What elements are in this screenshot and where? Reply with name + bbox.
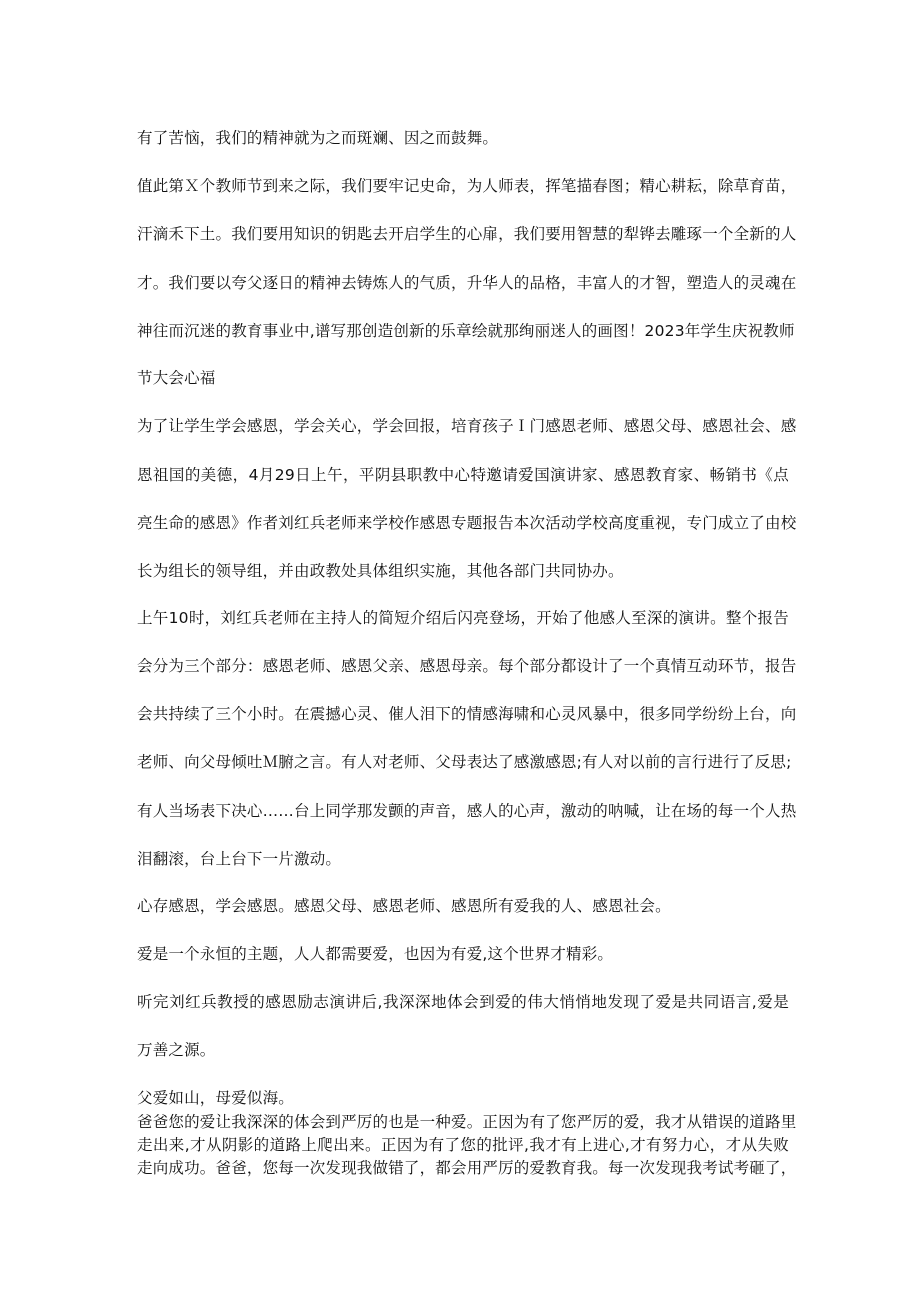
text-line: 老师、向父母倾吐Ｍ腑之言。有人对老师、父母表达了感激感恩;有人对以前的言行进行了反思; xyxy=(137,753,792,771)
text-line: 恩祖国的美德，4月29日上午，平阴县职教中心特邀请爱国演讲家、感恩教育家、畅销书《点 xyxy=(137,466,789,484)
text-line: 值此第Ｘ个教师节到来之际，我们要牢记史命，为人师表，挥笔描春图；精心耕耘，除草育苗， xyxy=(137,177,797,195)
text-line: 走向成功。爸爸，您每一次发现我做错了，都会用严厉的爱教育我。每一次发现我考试考砸了， xyxy=(137,1159,797,1177)
text-line: 父爱如山，母爱似海。 xyxy=(137,1089,295,1107)
text-line: 听完刘红兵教授的感恩励志演讲后,我深深地体会到爱的伟大悄悄地发现了爱是共同语言,爱是 xyxy=(137,993,789,1011)
text-line: 爱是一个永恒的主题，人人都需要爱，也因为有爱,这个世界才精彩。 xyxy=(137,945,614,963)
text-line: 爸爸您的爱让我深深的体会到严厉的也是一种爱。正因为有了您严厉的爱，我才从错误的道路里 xyxy=(137,1113,797,1131)
text-line: 长为组长的领导组，并由政教处具体组织实施，其他各部门共同协办。 xyxy=(137,562,624,580)
text-line: 汗滴禾下土。我们要用知识的钥匙去开启学生的心扉，我们要用智慧的犁铧去雕琢一个全新的人 xyxy=(137,225,797,243)
text-line: 心存感恩，学会感恩。感恩父母、感恩老师、感恩所有爱我的人、感恩社会。 xyxy=(137,897,671,915)
text-line: 会分为三个部分：感恩老师、感恩父亲、感恩母亲。每个部分都设计了一个真情互动环节，报告 xyxy=(137,657,797,675)
text-line: 有了苦恼，我们的精神就为之而斑斓、因之而鼓舞。 xyxy=(137,129,499,147)
text-line: 会共持续了三个小时。在震撼心灵、催人泪下的情感海啸和心灵风暴中，很多同学纷纷上台，向 xyxy=(137,705,797,723)
text-line: 神往而沉迷的教育事业中,谱写那创造创新的乐章绘就那绚丽迷人的画图！2023年学生庆祝教师 xyxy=(137,322,795,340)
text-line: 万善之源。 xyxy=(137,1041,216,1059)
text-line: 走出来,才从阴影的道路上爬出来。正因为有了您的批评,我才有上进心,才有努力心，才从失败 xyxy=(137,1136,789,1154)
text-line: 泪翻滚，台上台下一片激动。 xyxy=(137,850,342,868)
text-line: 亮生命的感恩》作者刘红兵老师来学校作感恩专题报告本次活动学校高度重视，专门成立了由校 xyxy=(137,514,797,532)
text-line: 有人当场表下决心……台上同学那发颤的声音，感人的心声，激动的呐喊，让在场的每一个人热 xyxy=(137,802,797,820)
text-line: 节大会心福 xyxy=(137,369,216,387)
text-line: 为了让学生学会感恩，学会关心，学会回报，培育孩子Ｉ门感恩老师、感恩父母、感恩社会、感 xyxy=(137,417,797,435)
text-line: 才。我们要以夸父逐日的精神去铸炼人的气质，升华人的品格，丰富人的才智，塑造人的灵魂在 xyxy=(137,274,797,292)
text-line: 上午10时，刘红兵老师在主持人的简短介绍后闪亮登场，开始了他感人至深的演讲。整个报告 xyxy=(137,609,789,627)
